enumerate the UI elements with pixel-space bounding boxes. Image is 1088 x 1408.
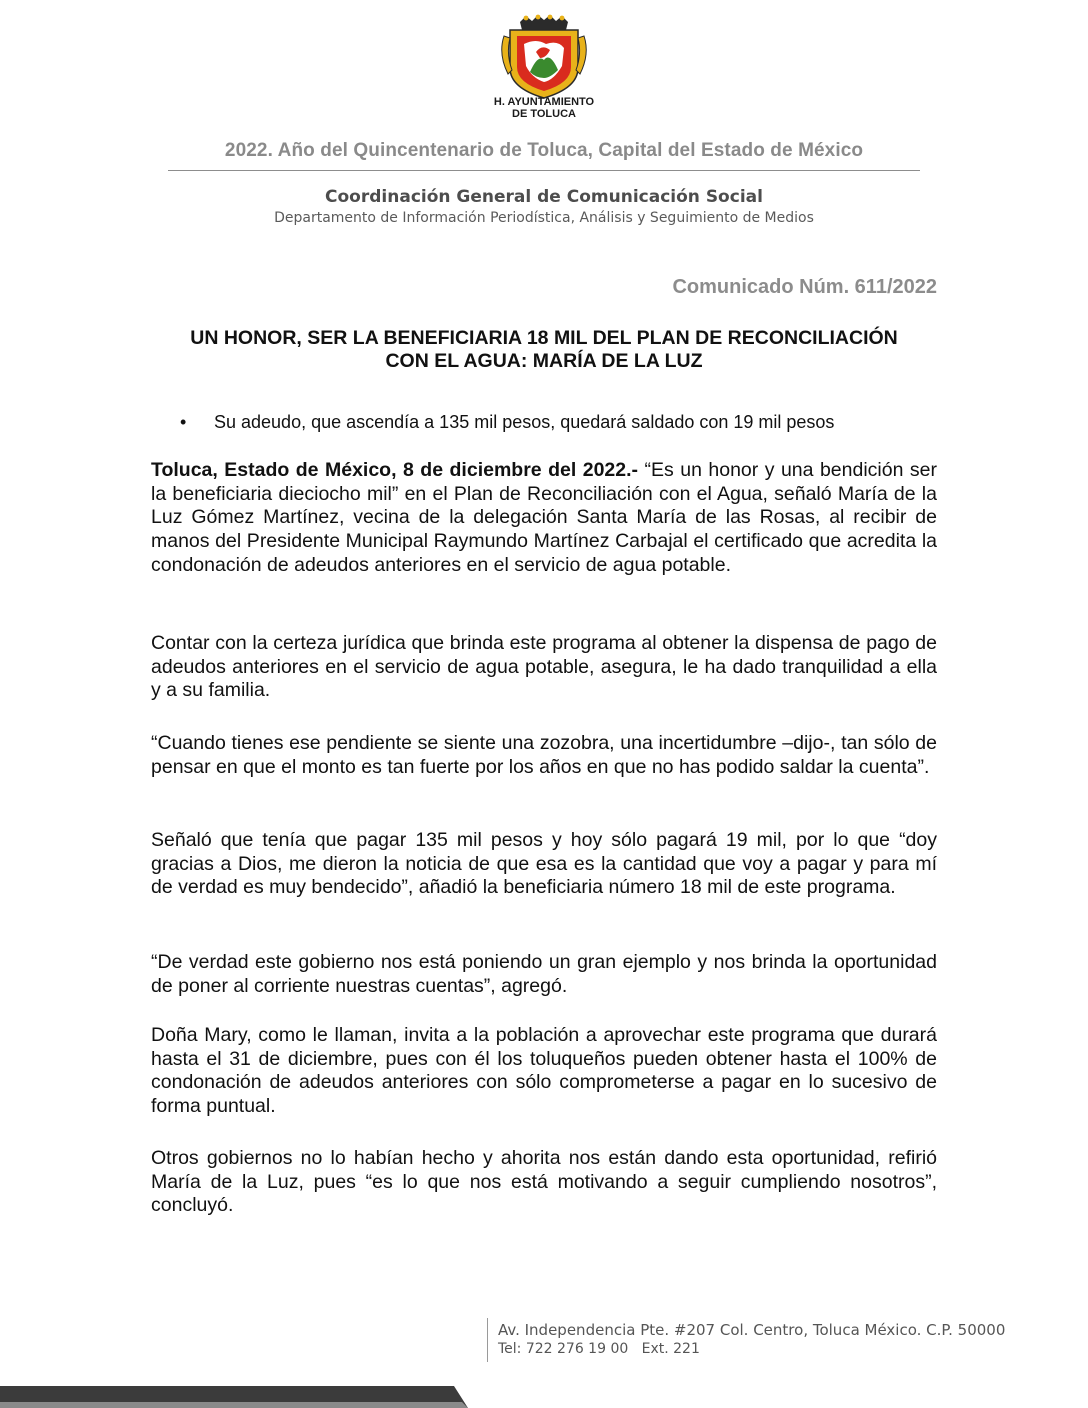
summary-bullet bbox=[180, 412, 940, 433]
headline-line2: CON EL AGUA: MARÍA DE LA LUZ bbox=[385, 350, 703, 372]
coordination-title: Coordinación General de Comunicación Social bbox=[325, 187, 763, 207]
logo-caption bbox=[470, 96, 618, 120]
paragraph-1 bbox=[151, 459, 937, 578]
paragraph-5: “De verdad este gobierno nos está poniendo un gran ejemplo y nos brinda la oportunidad de poner al corriente nuestras cuentas”, agregó. bbox=[151, 951, 937, 997]
footer-stripe bbox=[0, 1386, 468, 1408]
paragraph-6: Doña Mary, como le llaman, invita a la población a aprovechar este programa que durará hasta el 31 de diciembre, pues con él los toluqueños pueden obtener hasta el 100% de condonación de adeudos anteriores con sólo comprometerse a pagar en lo sucesivo de forma puntual. bbox=[151, 1024, 937, 1118]
logo-caption-line2: DE TOLUCA bbox=[512, 108, 576, 120]
paragraph-7: Otros gobiernos no lo habían hecho y ahorita nos están dando esta oportunidad, refirió María de la Luz, pues “es lo que nos está motivando a seguir cumpliendo nosotros”, concluyó. bbox=[151, 1147, 937, 1217]
bullet-icon: • bbox=[180, 412, 187, 432]
logo-caption-line1: H. AYUNTAMIENTO bbox=[493, 96, 595, 108]
year-motto: 2022. Año del Quincentenario de Toluca, Capital del Estado de México bbox=[224, 140, 864, 161]
headline bbox=[150, 327, 938, 373]
footer-ext: Ext. 221 bbox=[641, 1341, 700, 1357]
headline-line1: UN HONOR, SER LA BENEFICIARIA 18 MIL DEL PLAN DE RECONCILIACIÓN bbox=[190, 327, 898, 349]
release-number: Comunicado Núm. 611/2022 bbox=[672, 276, 937, 298]
footer-tel: Tel: 722 276 19 00 bbox=[498, 1341, 629, 1357]
footer-phone bbox=[498, 1341, 700, 1357]
paragraph-1-text: “Es un honor y una bendición ser la beneficiaria dieciocho mil” en el Plan de Reconciliación con el Agua, señaló María de la Luz Gómez Martínez, vecina de la delegación Santa María de las Rosas, al recibir de manos del Presidente Municipal Raymundo Martínez Carbajal el certificado que acredita la condonación de adeudos anteriores en el servicio de agua potable. bbox=[151, 459, 937, 576]
paragraph-2: Contar con la certeza jurídica que brinda este programa al obtener la dispensa de pago de adeudos anteriores en el servicio de agua potable, asegura, le ha dado tranquilidad a ella y a su familia. bbox=[151, 632, 937, 702]
header-divider bbox=[168, 170, 920, 171]
footer-address: Av. Independencia Pte. #207 Col. Centro, Toluca México. C.P. 50000 bbox=[498, 1321, 1006, 1339]
paragraph-4: Señaló que tenía que pagar 135 mil pesos y hoy sólo pagará 19 mil, por lo que “doy gracias a Dios, me dieron la noticia de que esa es la cantidad que voy a pagar y para mí de verdad es muy bendecido”, añadió la beneficiaria número 18 mil de este programa. bbox=[151, 829, 937, 899]
department-subtitle: Departamento de Información Periodística, Análisis y Seguimiento de Medios bbox=[274, 210, 814, 226]
footer-divider bbox=[487, 1318, 488, 1362]
dateline: Toluca, Estado de México, 8 de diciembre del 2022.- bbox=[151, 459, 639, 481]
paragraph-3: “Cuando tienes ese pendiente se siente una zozobra, una incertidumbre –dijo-, tan sólo de pensar en que el monto es tan fuerte por los años en que no has podido saldar la cuenta”. bbox=[151, 732, 937, 778]
crown-icon bbox=[520, 15, 568, 30]
bullet-text: Su adeudo, que ascendía a 135 mil pesos, quedará saldado con 19 mil pesos bbox=[214, 412, 835, 432]
